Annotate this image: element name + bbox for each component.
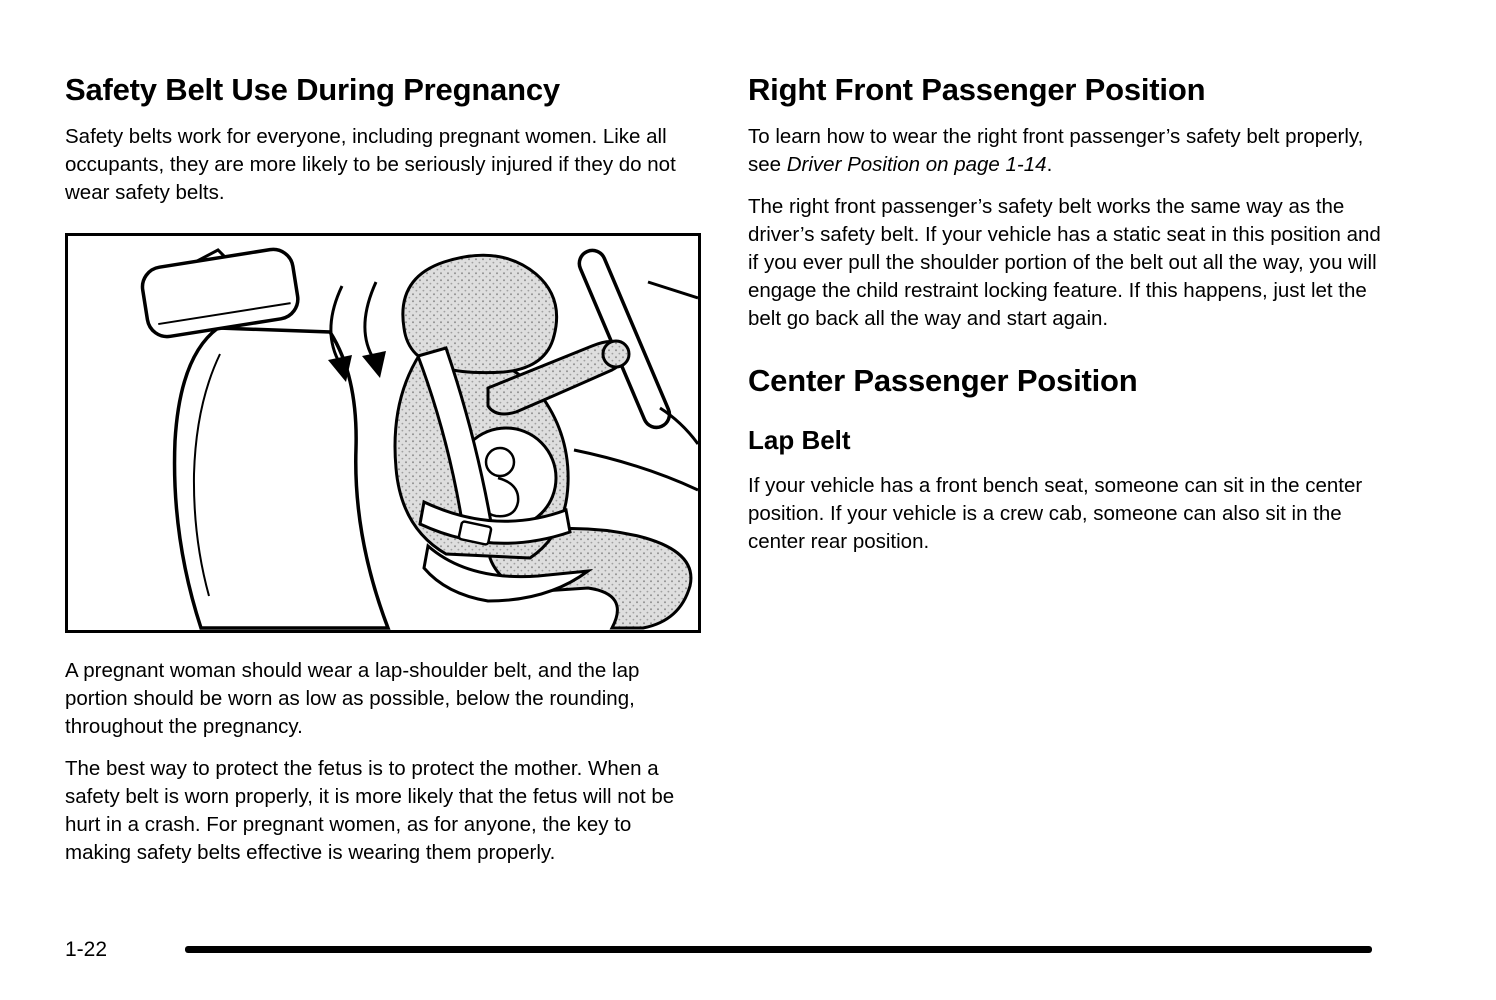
vehicle-seat <box>140 246 388 627</box>
body-paragraph: If your vehicle has a front bench seat, someone can sit in the center position. If your vehicle is a crew cab, someone can also sit in the center rear position. <box>748 474 1363 554</box>
subsection-heading-lap-belt: Lap Belt <box>748 425 851 456</box>
pregnant-figure <box>395 255 691 628</box>
cross-reference-driver-position: Driver Position on page 1-14 <box>786 152 1047 176</box>
pregnancy-belt-illustration <box>65 233 701 633</box>
left-column <box>65 72 701 881</box>
belt-route-arrows <box>328 282 386 382</box>
page-number: 1-22 <box>65 938 108 961</box>
body-paragraph: Safety belts work for everyone, including pregnant women. Like all occupants, they are more likely to be seriously injured if they do not wear safety belts. <box>65 124 676 204</box>
body-paragraph: The best way to protect the fetus is to protect the mother. When a safety belt is worn properly, it is more likely that the fetus will not be hurt in a crash. For pregnant women, as for anyone, the key to making safety belts effective is wearing them properly. <box>65 756 675 864</box>
reference-text-post: . <box>1046 152 1053 176</box>
hand <box>603 341 629 367</box>
section-heading-safety-belt-pregnancy: Safety Belt Use During Pregnancy <box>65 72 560 107</box>
right-column <box>748 72 1384 570</box>
footer-rule <box>185 946 1372 953</box>
pregnancy-belt-illustration-svg <box>68 236 698 630</box>
body-paragraph <box>748 123 1384 179</box>
reference-text-pre: To learn how to wear the right front passenger’s safety belt properly, see <box>748 124 1364 176</box>
body-paragraph: A pregnant woman should wear a lap-shoulder belt, and the lap portion should be worn as low as possible, below the rounding, throughout the pregnancy. <box>65 658 640 738</box>
section-heading-center-passenger: Center Passenger Position <box>748 362 1138 398</box>
body-paragraph: The right front passenger’s safety belt works the same way as the driver’s safety belt. If your vehicle has a static seat in this position and if you ever pull the shoulder portion of the belt out all the way, you will engage the child restraint locking feature. If this happens, just let the belt go back all the way and start again. <box>748 194 1381 330</box>
section-heading-right-front-passenger: Right Front Passenger Position <box>748 72 1206 107</box>
